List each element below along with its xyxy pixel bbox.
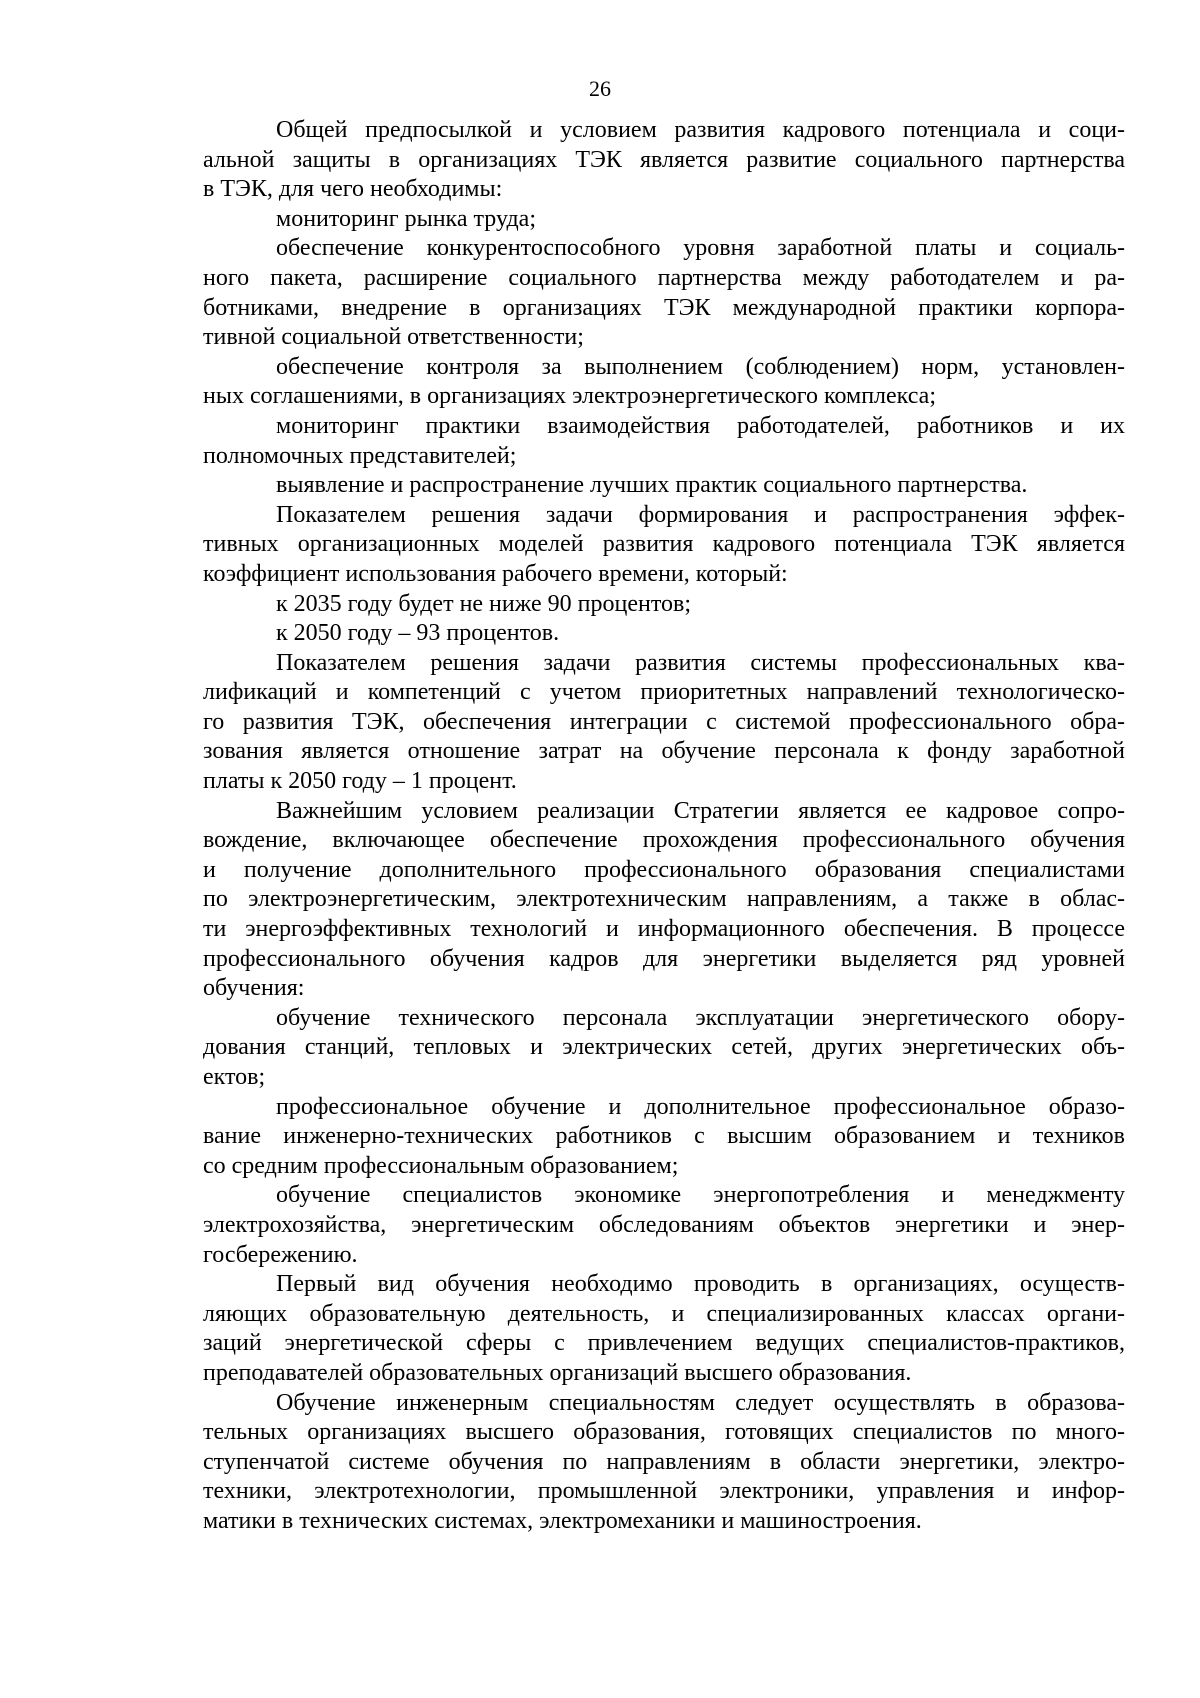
text-line: профессиональное обучение и дополнительное профессиональное образо- (276, 1093, 1125, 1120)
text-line: тивных организационных моделей развития кадрового потенциала ТЭК является (203, 531, 1125, 558)
text-line: вание инженерно-технических работников с высшим образованием и техников (203, 1123, 1125, 1150)
text-line: ляющих образовательную деятельность, и специализированных классах органи- (203, 1300, 1125, 1327)
text-line: электрохозяйства, энергетическим обследованиям объектов энергетики и энер- (203, 1211, 1125, 1238)
text-line: матики в технических системах, электромеханики и машиностроения. (203, 1507, 922, 1534)
text-line: ти энергоэффективных технологий и информационного обеспечения. В процессе (203, 916, 1125, 943)
paragraph (203, 501, 1125, 590)
text-line: обучение технического персонала эксплуатации энергетического обору- (276, 1004, 1125, 1031)
text-line: Важнейшим условием реализации Стратегии является ее кадровое сопро- (276, 797, 1125, 824)
text-line: в ТЭК, для чего необходимы: (203, 176, 503, 203)
text-line: ступенчатой системе обучения по направлениям в области энергетики, электро- (203, 1448, 1125, 1475)
text-line: тельных организациях высшего образования, готовящих специалистов по много- (203, 1419, 1125, 1446)
text-line: ных соглашениями, в организациях электроэнергетического комплекса; (203, 383, 936, 410)
paragraph (203, 797, 1125, 1004)
text-line: альной защиты в организациях ТЭК является развитие социального партнерства (203, 146, 1125, 173)
text-line: госбережению. (203, 1241, 358, 1268)
text-line: вождение, включающее обеспечение прохождения профессионального обучения (203, 827, 1125, 854)
text-line: лификаций и компетенций с учетом приоритетных направлений технологическо- (203, 679, 1125, 706)
text-line: зования является отношение затрат на обучение персонала к фонду заработной (203, 738, 1125, 765)
paragraph (203, 590, 1125, 620)
text-line: и получение дополнительного профессионального образования специалистами (203, 856, 1125, 883)
text-line: Обучение инженерным специальностям следует осуществлять в образова- (276, 1389, 1125, 1416)
text-line: обеспечение конкурентоспособного уровня заработной платы и социаль- (276, 235, 1125, 262)
text-line: выявление и распространение лучших практик социального партнерства. (276, 472, 1028, 499)
paragraph (203, 412, 1125, 471)
text-line: со средним профессиональным образованием; (203, 1152, 679, 1179)
paragraph (203, 1389, 1125, 1537)
page-number: 26 (589, 76, 611, 101)
paragraph (203, 649, 1125, 797)
body-text (203, 116, 1125, 1537)
text-line: Общей предпосылкой и условием развития кадрового потенциала и соци- (276, 117, 1125, 143)
text-line: обучения: (203, 975, 305, 1002)
text-line: Показателем решения задачи формирования и распространения эффек- (276, 501, 1125, 528)
text-line: обучение специалистов экономике энергопотребления и менеджменту (276, 1182, 1125, 1209)
paragraph (203, 619, 1125, 649)
text-line: тивной социальной ответственности; (203, 324, 584, 351)
paragraph (203, 471, 1125, 501)
text-line: к 2050 году – 93 процентов. (276, 620, 560, 647)
text-line: обеспечение контроля за выполнением (соблюдением) норм, установлен- (276, 353, 1125, 380)
text-line: ботниками, внедрение в организациях ТЭК международной практики корпора- (203, 294, 1125, 321)
text-line: Первый вид обучения необходимо проводить в организациях, осуществ- (276, 1271, 1125, 1298)
text-line: профессионального обучения кадров для энергетики выделяется ряд уровней (203, 945, 1125, 972)
text-line: платы к 2050 году – 1 процент. (203, 768, 517, 795)
text-line: коэффициент использования рабочего времени, который: (203, 560, 788, 587)
text-line: техники, электротехнологии, промышленной электроники, управления и инфор- (203, 1478, 1125, 1505)
text-line: дования станций, тепловых и электрических сетей, других энергетических объ- (203, 1034, 1125, 1061)
text-line: ного пакета, расширение социального партнерства между работодателем и ра- (203, 264, 1125, 291)
paragraph (203, 205, 1125, 235)
text-line: мониторинг практики взаимодействия работодателей, работников и их (276, 412, 1125, 439)
text-line: мониторинг рынка труда; (276, 205, 536, 232)
text-line: по электроэнергетическим, электротехническим направлениям, а также в облас- (203, 886, 1125, 913)
paragraph (203, 234, 1125, 352)
text-line: преподавателей образовательных организаций высшего образования. (203, 1359, 912, 1386)
text-line: Показателем решения задачи развития системы профессиональных ква- (276, 649, 1125, 676)
paragraph (203, 1181, 1125, 1270)
text-line: го развития ТЭК, обеспечения интеграции с системой профессионального обра- (203, 708, 1125, 735)
text-line: заций энергетической сферы с привлечением ведущих специалистов-практиков, (203, 1330, 1125, 1357)
paragraph (203, 1270, 1125, 1388)
text-line: к 2035 году будет не ниже 90 процентов; (276, 590, 692, 617)
paragraph (203, 353, 1125, 412)
text-line: ектов; (203, 1064, 266, 1090)
paragraph (203, 1093, 1125, 1182)
text-line: полномочных представителей; (203, 442, 517, 469)
paragraph (203, 116, 1125, 205)
paragraph (203, 1004, 1125, 1093)
